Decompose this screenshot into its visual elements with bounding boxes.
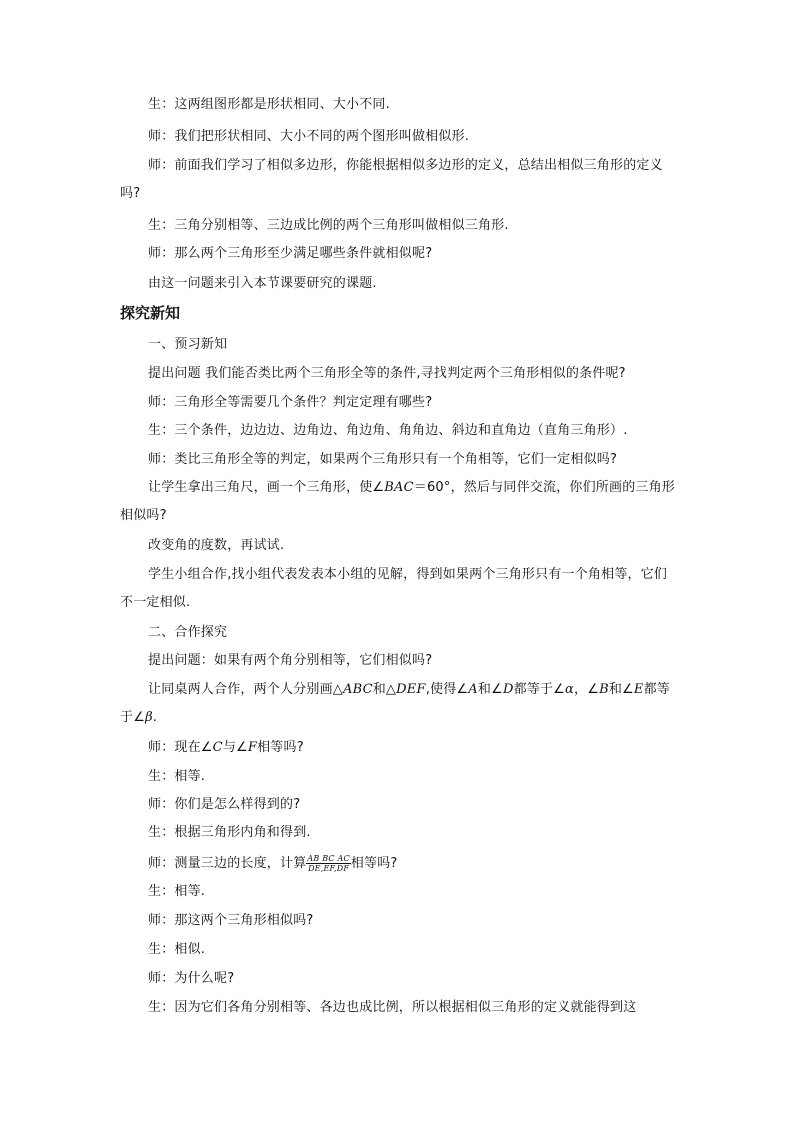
text-run: . [152,710,158,725]
text-run: ＝60°，然后与同伴交流，你们所画的三角形相似吗? [120,480,676,523]
paragraph-group-work: 学生小组合作,找小组代表发表本小组的见解，得到如果两个三角形只有一个角相等，它们不一定相似. [120,567,668,610]
paragraph-question-2: 提出问题：如果有两个角分别相等，它们相似吗? [148,653,433,668]
text-run: 和△ [372,682,397,697]
text-run: 都等于∠ [513,682,566,697]
paragraph-teacher-1: 师：我们把形状相同、大小不同的两个图形叫做相似形. [148,129,470,144]
text-run: ,使得∠ [425,682,469,697]
math-angle-bac: BAC [384,480,414,495]
paragraph-student-7: 生：相似. [148,942,206,957]
paragraph-teacher-2: 师：前面我们学习了相似多边形，你能根据相似多边形的定义，总结出相似三角形的定义吗? [120,158,663,201]
fraction-numerator: AB BC AC [307,854,350,863]
paragraph-teacher-4: 师：三角形全等需要几个条件？判定定理有哪些? [148,395,433,410]
text-run: 与∠ [222,740,248,755]
paragraph-intro: 由这一问题来引入本节课要研究的课题. [148,276,377,291]
fraction-denominator: DE,EF,DF [308,864,350,873]
math-abc: ABC [343,682,373,697]
ratio-fraction [306,854,350,873]
math-f: F [247,740,258,755]
paragraph-student-6: 生：相等. [148,884,206,899]
math-d: D [502,682,514,697]
text-run: ，∠ [574,682,600,697]
text-run: 相等吗? [350,856,398,871]
math-e: E [633,682,644,697]
paragraph-activity-1 [120,474,676,530]
math-a: A [468,682,478,697]
subheading-cooperation: 二、合作探究 [148,625,228,640]
text-run: 和∠ [608,682,634,697]
text-run: 师：现在∠ [148,740,213,755]
text-run: 让同桌两人合作，两个人分别画△ [148,682,343,697]
math-c: C [212,740,223,755]
paragraph-teacher-7: 师：你们是怎么样得到的? [148,797,301,812]
paragraph-retry: 改变角的度数，再试试. [148,538,285,553]
paragraph-teacher-9: 师：那这两个三角形相似吗? [148,913,314,928]
math-alpha: α [565,682,575,697]
paragraph-student-5: 生：根据三角形内角和得到. [148,825,311,840]
section-heading: 探究新知 [120,304,181,322]
text-run: 相等吗? [257,740,304,755]
paragraph-student-2: 生：三角分别相等、三边成比例的两个三角形叫做相似三角形. [148,218,509,233]
paragraph-teacher-6 [120,734,676,762]
paragraph-activity-2 [120,676,676,732]
paragraph-teacher-3: 师：那么两个三角形至少满足哪些条件就相似呢? [148,246,433,261]
subheading-preview: 一、预习新知 [148,337,228,352]
text-run: 和∠ [477,682,503,697]
paragraph-teacher-5: 师：类比三角形全等的判定，如果两个三角形只有一个角相等，它们一定相似吗? [148,452,618,467]
math-b: B [599,682,609,697]
paragraph-student-8: 生：因为它们各角分别相等、各边也成比例，所以根据相似三角形的定义就能得到这 [148,1000,637,1015]
paragraph-teacher-8 [120,850,676,878]
text-run: 都等于∠ [120,682,671,725]
text-run: 让学生拿出三角尺，画一个三角形，使∠ [148,480,385,495]
paragraph-teacher-10: 师：为什么呢? [148,971,235,986]
paragraph-question-1: 提出问题 我们能否类比两个三角形全等的条件,寻找判定两个三角形相似的条件呢? [148,366,626,381]
math-beta: β [145,710,153,725]
paragraph-student-4: 生：相等. [148,769,206,784]
math-def: DEF [396,682,426,697]
paragraph-student-3: 生：三个条件，边边边、边角边、角边角、角角边、斜边和直角边（直角三角形）. [148,423,628,438]
text-run: 师：测量三边的长度，计算 [148,856,307,871]
paragraph-student-1: 生：这两组图形都是形状相同、大小不同. [148,97,390,112]
